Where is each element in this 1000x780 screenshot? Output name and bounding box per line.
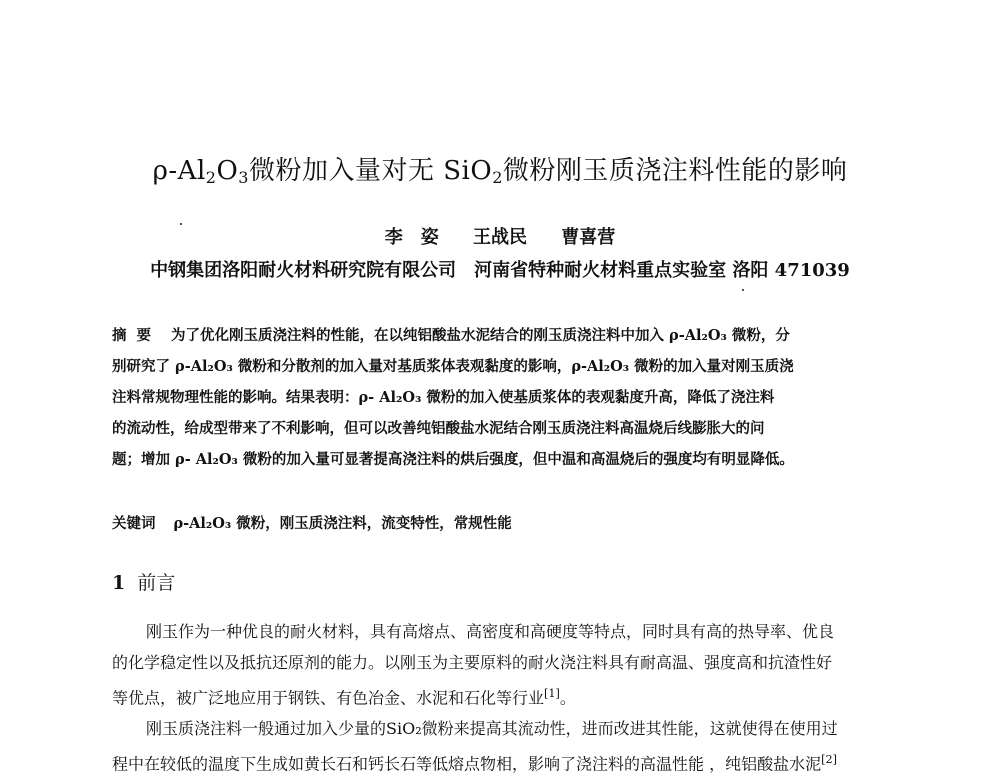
abstract-line: 的流动性，给成型带来了不利影响，但可以改善纯铝酸盐水泥结合刚玉质浇注料高温烧后线膨胀大的问: [112, 420, 765, 437]
body-text-span: 等优点，被广泛地应用于钢铁、有色冶金、水泥和石化等行业: [112, 688, 545, 708]
title-mid-1: O: [216, 156, 239, 186]
author: 曹喜营: [561, 227, 616, 248]
abstract-label: 摘要: [112, 327, 161, 344]
citation: [2]: [821, 753, 837, 767]
body-line: [112, 744, 910, 779]
body-line: 刚玉质浇注料一般通过加入少量的SiO₂微粉来提高其流动性，进而改进其性能，这就使得在使用过: [146, 719, 838, 739]
abstract: [112, 320, 910, 475]
title-sub-1: 2: [205, 168, 217, 187]
body-line: 的化学稳定性以及抵抗还原剂的能力。以刚玉为主要原料的耐火浇注料具有耐高温、强度高和抗渣性好: [112, 653, 833, 672]
keywords-label: 关键词: [112, 515, 156, 532]
keywords-text: ρ-Al₂O₃ 微粉，刚玉质浇注料，流变特性，常规性能: [173, 515, 512, 532]
body-text-span: 程中在较低的温度下生成如黄长石和钙长石等低熔点物相，影响了浇注料的高温性能 ，纯铝酸盐水泥: [112, 754, 822, 774]
title-suffix: 微粉刚玉质浇注料性能的影响: [502, 156, 848, 186]
author: 王战民: [473, 227, 527, 248]
abstract-line: 别研究了 ρ-Al₂O₃ 微粉和分散剂的加入量对基质浆体表观黏度的影响，ρ-Al₂O₃ 微粉的加入量对刚玉质浇: [112, 358, 794, 375]
section-number: 1: [112, 572, 126, 594]
body-line: [112, 678, 910, 713]
affiliation: 中钢集团洛阳耐火材料研究院有限公司 河南省特种耐火材料重点实验室 洛阳 471039: [150, 260, 850, 281]
title-sub-3: 2: [492, 168, 503, 187]
body-text: [112, 616, 910, 780]
title-mid-2: 微粉加入量对无 SiO: [248, 156, 493, 186]
abstract-line: 题；增加 ρ- Al₂O₃ 微粉的加入量可显著提高浇注料的烘后强度，但中温和高温烧后的强度均有明显降低。: [112, 451, 794, 468]
abstract-line: [112, 320, 910, 351]
section-title: 前言: [137, 572, 176, 594]
author-list: [0, 223, 1000, 249]
title-sub-2: 3: [238, 168, 249, 187]
section-heading: [112, 568, 175, 595]
abstract-line: 注料常规物理性能的影响。结果表明：ρ- Al₂O₃ 微粉的加入使基质浆体的表观黏度升高，降低了浇注料: [112, 389, 775, 406]
keywords: [112, 512, 512, 533]
paper-title: [0, 150, 1000, 187]
citation: [1]: [544, 687, 560, 700]
scan-speck: [742, 289, 744, 291]
author: 李 姿: [384, 227, 439, 248]
abstract-text: 为了优化刚玉质浇注料的性能，在以纯铝酸盐水泥结合的刚玉质浇注料中加入 ρ-Al₂O₃ 微粉，分: [171, 327, 790, 344]
body-line: 刚玉作为一种优良的耐火材料，具有高熔点、高密度和高硬度等特点，同时具有高的热导率、优良: [146, 622, 835, 641]
body-text-span: 。: [559, 688, 576, 708]
scan-speck: [180, 223, 182, 225]
title-prefix: ρ-Al: [152, 156, 206, 186]
